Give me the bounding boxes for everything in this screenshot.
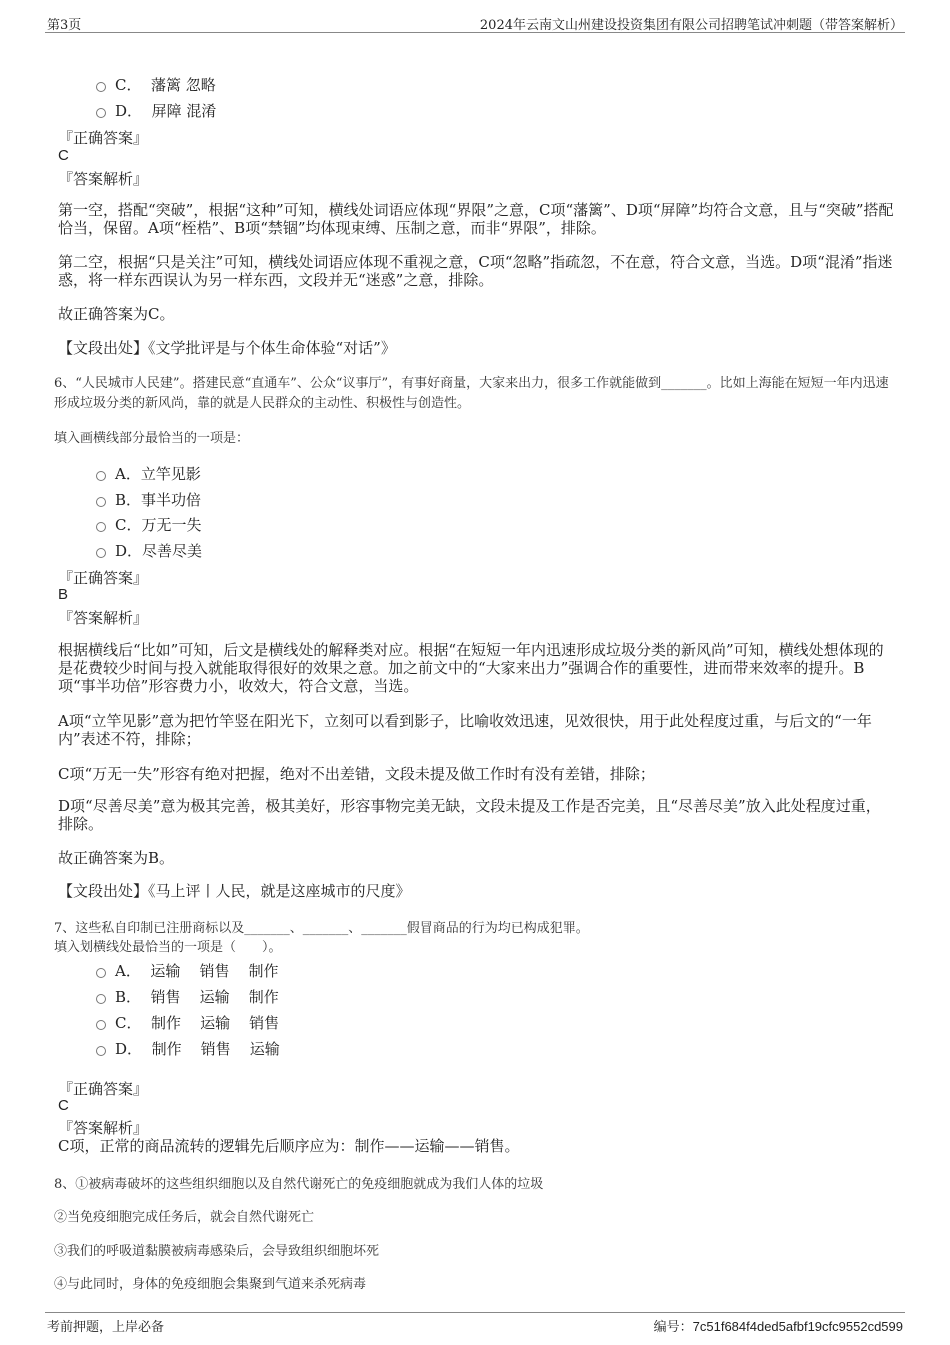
analysis-paragraph: C项“万无一失”形容有绝对把握，绝对不出差错，文段未提及做工作时有没有差错，排除； — [58, 765, 655, 783]
option-label: D．尽善尽美 — [115, 542, 203, 560]
option-label: C． 制作 运输 销售 — [115, 1014, 280, 1032]
q6-option-a[interactable] — [96, 463, 201, 484]
analysis-paragraph: 第一空，搭配“突破”，根据“这种”可知，横线处词语应体现“界限”之意，C项“藩篱”、D项“屏障”均符合文意，且与“突破”搭配恰当，保留。A项“桎梏”、B项“禁锢”均体现束缚、压制之意，而非“界限”，排除。 — [58, 201, 894, 237]
document-title: 2024年云南文山州建设投资集团有限公司招聘笔试冲刺题（带答案解析） — [479, 18, 903, 33]
page-footer — [45, 1312, 905, 1335]
analysis-paragraph: C项，正常的商品流转的逻辑先后顺序应为：制作——运输——销售。 — [58, 1137, 520, 1155]
question-prompt: 填入划横线处最恰当的一项是（ ）。 — [54, 940, 282, 955]
q5-option-d[interactable] — [96, 100, 216, 121]
correct-answer-label: 『正确答案』 — [58, 569, 149, 587]
sentence-item: ④与此同时，身体的免疫细胞会集聚到气道来杀死病毒 — [54, 1277, 367, 1292]
q7-option-d[interactable] — [96, 1038, 280, 1059]
option-label: A． 运输 销售 制作 — [115, 962, 279, 980]
sentence-item: ②当免疫细胞完成任务后，就会自然代谢死亡 — [54, 1210, 315, 1225]
correct-answer: C — [58, 1097, 69, 1114]
q6-option-c[interactable] — [96, 514, 201, 535]
option-label: D． 屏障 混淆 — [115, 102, 217, 120]
analysis-paragraph: 根据横线后“比如”可知，后文是横线处的解释类对应。根据“在短短一年内迅速形成垃圾分类的新风尚”可知，横线处想体现的是花费较少时间与投入就能取得很好的效果之意。加之前文中的“大家来出力”强调合作的重要性，进而带来效率的提升。B项“事半功倍”形容费力小，收效大，符合文意，当选。 — [58, 641, 884, 695]
radio-icon[interactable] — [96, 497, 106, 507]
question-prompt: 填入画横线部分最恰当的一项是： — [54, 431, 250, 446]
analysis-paragraph: 第二空，根据“只是关注”可知，横线处词语应体现不重视之意，C项“忽略”指疏忽，不在意，符合文意，当选。D项“混淆”指迷惑，将一样东西误认为另一样东西，文段并无“迷惑”之意，排除。 — [58, 253, 893, 289]
q6-option-d[interactable] — [96, 540, 202, 561]
radio-icon[interactable] — [96, 548, 106, 558]
footer-slogan: 考前押题，上岸必备 — [47, 1320, 165, 1335]
q7-option-c[interactable] — [96, 1012, 279, 1033]
radio-icon[interactable] — [96, 522, 106, 532]
q7-option-b[interactable] — [96, 986, 279, 1007]
correct-answer: B — [58, 586, 69, 603]
option-label: D． 制作 销售 运输 — [115, 1040, 280, 1058]
radio-icon[interactable] — [96, 108, 106, 118]
option-label: B． 销售 运输 制作 — [115, 988, 279, 1006]
analysis-label: 『答案解析』 — [58, 609, 149, 627]
source-citation: 【文段出处】《文学批评是与个体生命体验“对话”》 — [58, 339, 396, 357]
analysis-conclusion: 故正确答案为C。 — [58, 305, 175, 323]
question-stem: 7、这些私自印制已注册商标以及_______、_______、_______假冒商品的行为均已构成犯罪。 — [54, 921, 589, 936]
option-label: C． 藩篱 忽略 — [115, 76, 216, 94]
option-label: C．万无一失 — [115, 516, 202, 534]
analysis-conclusion: 故正确答案为B。 — [58, 849, 175, 867]
page-number: 第3页 — [47, 18, 82, 33]
page-header — [45, 12, 905, 33]
radio-icon[interactable] — [96, 968, 106, 978]
analysis-paragraph: D项“尽善尽美”意为极其完善，极其美好，形容事物完美无缺，文段未提及工作是否完美，且“尽善尽美”放入此处程度过重，排除。 — [58, 797, 881, 833]
document-id: 编号：7c51f684f4ded5afbf19cfc9552cd599 — [653, 1319, 903, 1334]
correct-answer: C — [58, 147, 69, 164]
q7-option-a[interactable] — [96, 960, 279, 981]
q5-option-c[interactable] — [96, 74, 216, 95]
radio-icon[interactable] — [96, 471, 106, 481]
radio-icon[interactable] — [96, 994, 106, 1004]
option-label: B．事半功倍 — [115, 491, 202, 509]
analysis-label: 『答案解析』 — [58, 1119, 149, 1137]
sentence-item: ③我们的呼吸道黏膜被病毒感染后，会导致组织细胞坏死 — [54, 1244, 380, 1259]
radio-icon[interactable] — [96, 1046, 106, 1056]
correct-answer-label: 『正确答案』 — [58, 129, 149, 147]
analysis-paragraph: A项“立竿见影”意为把竹竿竖在阳光下，立刻可以看到影子，比喻收效迅速，见效很快，用于此处程度过重，与后文的“一年内”表述不符，排除； — [58, 712, 872, 748]
option-label: A．立竿见影 — [115, 465, 201, 483]
source-citation: 【文段出处】《马上评丨人民，就是这座城市的尺度》 — [58, 882, 411, 900]
question-stem: 8、①被病毒破坏的这些组织细胞以及自然代谢死亡的免疫细胞就成为我们人体的垃圾 — [54, 1177, 544, 1192]
analysis-label: 『答案解析』 — [58, 170, 149, 188]
correct-answer-label: 『正确答案』 — [58, 1080, 149, 1098]
radio-icon[interactable] — [96, 1020, 106, 1030]
radio-icon[interactable] — [96, 82, 106, 92]
q6-option-b[interactable] — [96, 489, 201, 510]
question-stem: 6、“人民城市人民建”。搭建民意“直通车”、公众“议事厅”，有事好商量，大家来出力，很多工作就能做到_______。比如上海能在短短一年内迅速形成垃圾分类的新风尚，靠的就是人民群众的主动性、积极性与创造性。 — [54, 376, 889, 411]
